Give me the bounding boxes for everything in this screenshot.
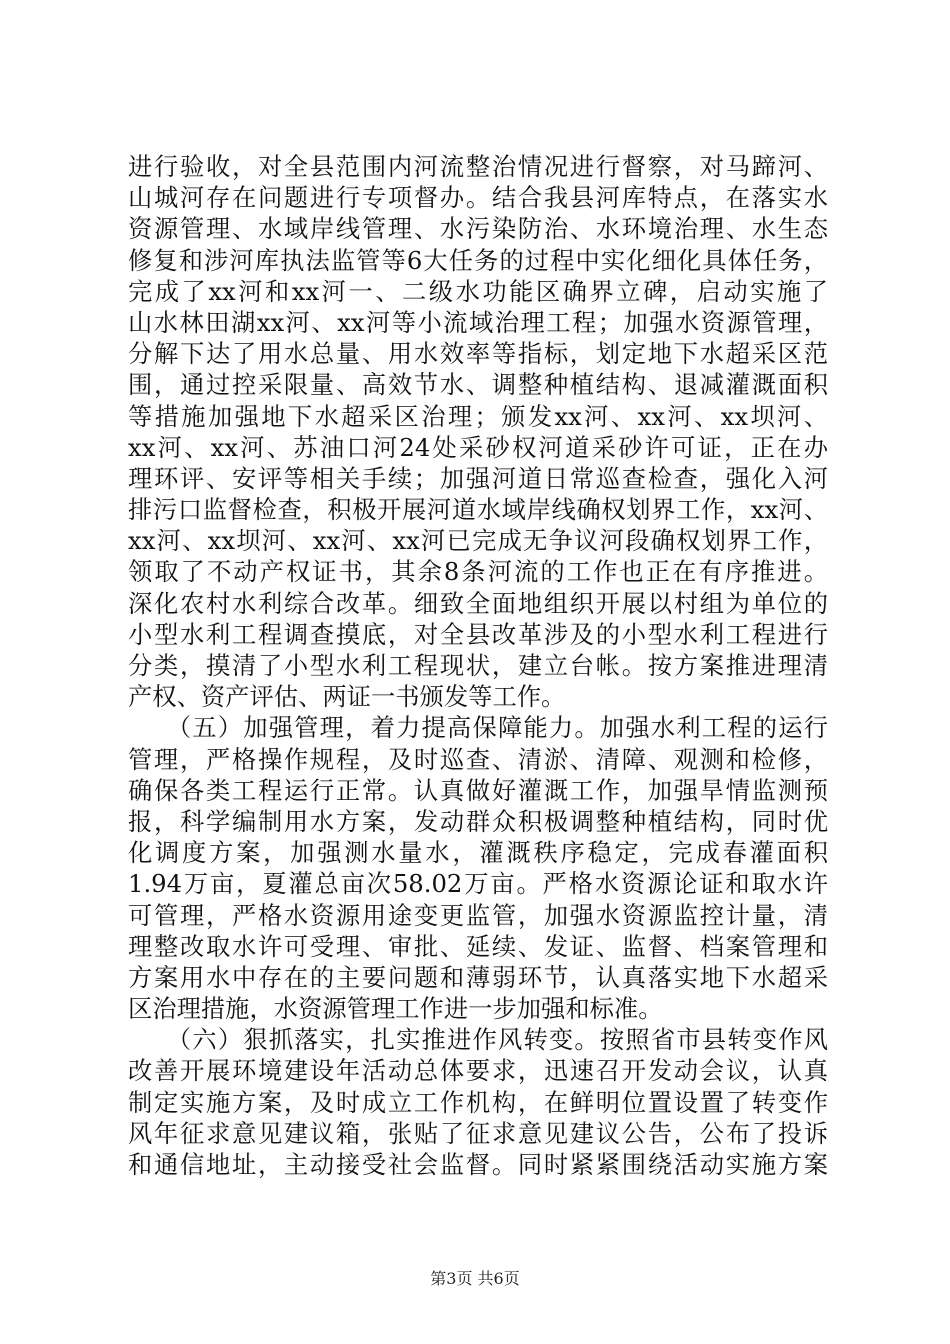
text-line: 修复和涉河库执法监管等6大任务的过程中实化细化具体任务， [128,245,828,275]
text-line: 化调度方案，加强测水量水，灌溉秩序稳定，完成春灌面积 [128,838,828,868]
text-line: 确保各类工程运行正常。认真做好灌溉工作，加强旱情监测预 [128,775,828,805]
text-line: 和通信地址，主动接受社会监督。同时紧紧围绕活动实施方案 [128,1150,828,1179]
text-line: 可管理，严格水资源用途变更监管，加强水资源监控计量，清 [128,900,828,930]
text-line: 理环评、安评等相关手续；加强河道日常巡查检查，强化入河 [128,463,828,493]
text-line: 分解下达了用水总量、用水效率等指标，划定地下水超采区范 [128,339,828,369]
text-line: 山城河存在问题进行专项督办。结合我县河库特点，在落实水 [128,183,828,213]
text-line: 小型水利工程调查摸底，对全县改革涉及的小型水利工程进行 [128,619,828,649]
text-line: 围，通过控采限量、高效节水、调整种植结构、退减灌溉面积 [128,370,828,400]
text-line: 1.94万亩，夏灌总亩次58.02万亩。严格水资源论证和取水许 [128,869,828,899]
text-line: 风年征求意见建议箱，张贴了征求意见建议公告，公布了投诉 [128,1118,828,1148]
text-line: 管理，严格操作规程，及时巡查、清淤、清障、观测和检修， [128,744,828,774]
text-line: 进行验收，对全县范围内河流整治情况进行督察，对马蹄河、 [128,152,828,181]
text-line: 完成了xx河和xx河一、二级水功能区确界立碑，启动实施了 [128,276,828,306]
text-line: （六）狠抓落实，扎实推进作风转变。按照省市县转变作风 [128,1025,828,1055]
text-line: 制定实施方案，及时成立工作机构，在鲜明位置设置了转变作 [128,1087,828,1117]
text-line: 理整改取水许可受理、审批、延续、发证、监督、档案管理和 [128,931,828,961]
text-line: 报，科学编制用水方案，发动群众积极调整种植结构，同时优 [128,806,828,836]
text-line: 资源管理、水域岸线管理、水污染防治、水环境治理、水生态 [128,214,828,244]
text-line: 分类，摸清了小型水利工程现状，建立台帐。按方案推进理清 [128,651,828,680]
text-line: 领取了不动产权证书，其余8条河流的工作也正在有序推进。 [128,557,828,587]
text-line: xx河、xx坝河、xx河、xx河已完成无争议河段确权划界工作， [128,526,828,556]
text-line: （五）加强管理，着力提高保障能力。加强水利工程的运行 [128,713,828,743]
text-line: 等措施加强地下水超采区治理；颁发xx河、xx河、xx坝河、 [128,401,828,431]
text-line: 产权、资产评估、两证一书颁发等工作。 [128,682,566,712]
text-line: 方案用水中存在的主要问题和薄弱环节，认真落实地下水超采 [128,962,828,992]
body-text [128,151,828,1180]
page-footer: 第3页 共6页 [430,1269,520,1288]
text-line: 改善开展环境建设年活动总体要求，迅速召开发动会议，认真 [128,1056,828,1086]
text-line: 排污口监督检查，积极开展河道水域岸线确权划界工作，xx河、 [128,495,828,525]
text-line: 区治理措施，水资源管理工作进一步加强和标准。 [128,994,663,1024]
text-line: 山水林田湖xx河、xx河等小流域治理工程；加强水资源管理， [128,307,828,337]
text-line: xx河、xx河、苏油口河24处采砂权河道采砂许可证，正在办 [128,432,828,462]
text-line: 深化农村水利综合改革。细致全面地组织开展以村组为单位的 [128,588,828,618]
